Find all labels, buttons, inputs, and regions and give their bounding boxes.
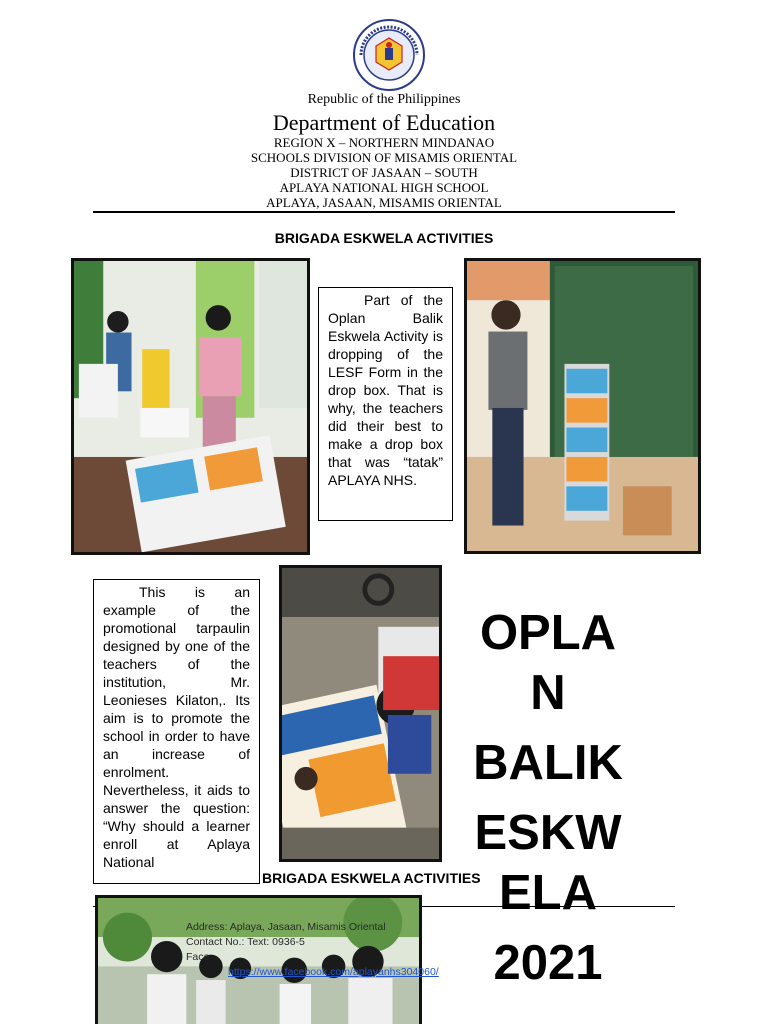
tarpaulin-description [93,579,260,884]
photo-tarpaulin [279,565,442,862]
footer-section-title: BRIGADA ESKWELA ACTIVITIES [262,870,481,886]
photo-teachers-boxes [71,258,310,555]
division-line: SCHOOLS DIVISION OF MISAMIS ORIENTAL [250,150,518,165]
department-title: Department of Education [272,110,496,135]
contact-block [186,920,439,980]
contact-number: Contact No.: Text: 0936-5 [186,936,305,948]
big-title-line-5: ELA [499,866,597,920]
school-line: APLAYA NATIONAL HIGH SCHOOL [279,180,489,195]
drop-box-description [318,287,453,521]
section-title: BRIGADA ESKWELA ACTIVITIES [274,230,494,246]
facebook-link[interactable]: https://www.facebook.com/aplayanhs304060/ [228,966,439,978]
tarpaulin-description-text: This is an example of the promotional tarpaulin designed by one of the teachers of the institution, Mr. Leonieses Kilaton,. Its aim is to promote the school in order to have an increase of enrolment. Nevertheless, it aids to answer the question: “Why should a learner enroll at Aplaya National [103,584,250,870]
drop-box-description-text: Part of the Oplan Balik Eskwela Activity is dropping of the LESF Form in the drop box. That is why, the teachers did their best to make a drop box that was “tatak” APLAYA NHS. [328,292,443,488]
republic-line: Republic of the Philippines [307,92,461,107]
header-divider [93,211,675,213]
contact-address: Address: Aplaya, Jasaan, Misamis Oriental [186,921,386,933]
region-line: REGION X – NORTHERN MINDANAO [273,135,495,150]
big-title-line-3: BALIK [473,736,623,790]
big-title-line-4: ESKW [474,806,622,860]
big-title-line-2: N [530,666,566,720]
big-title-line-6: 2021 [493,936,603,990]
deped-seal-icon [352,18,426,92]
school-address-line: APLAYA, JASAAN, MISAMIS ORIENTAL [266,195,502,210]
contact-facebook [186,950,439,980]
photo-drop-box [464,258,701,554]
facebook-label: Face [186,951,210,963]
district-line: DISTRICT OF JASAAN – SOUTH [290,165,478,180]
big-title-line-1: OPLA [479,606,617,660]
